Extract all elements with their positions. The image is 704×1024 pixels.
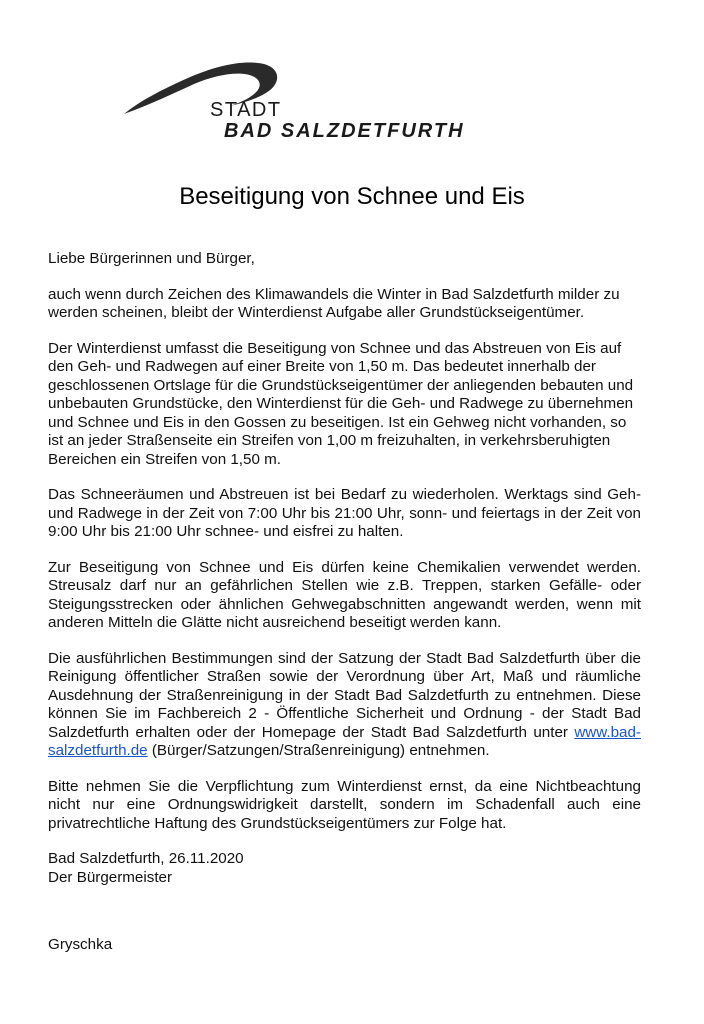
swoosh-logo-icon — [118, 56, 498, 116]
regulations-text-end: (Bürger/Satzungen/Straßenreinigung) entnehmen. — [147, 742, 490, 759]
logo-text-stadt: STADT — [210, 99, 282, 121]
regulations-text: Die ausführlichen Bestimmungen sind der Satzung der Stadt Bad Salzdetfurth über die Reinigung öffentlicher Straßen sowie der Verordnung über Art, Maß und räumliche Ausdehnung der Straßenreinigung in der Stadt Bad Salzdetfurth zu entnehmen. Diese können Sie im Fachbereich 2 - Öffentliche Sicherheit und Ordnung - der Stadt Bad Salzdetfurth erhalten oder der Homepage der Stadt Bad Salzdetfurth unter — [48, 649, 641, 741]
paragraph-times: Das Schneeräumen und Abstreuen ist bei Bedarf zu wiederholen. Werktags sind Geh- und Radwege in der Zeit von 7:00 Uhr bis 21:00 Uhr, sonn- und feiertags in der Zeit von 9:00 Uhr bis 21:00 Uhr schnee- und eisfrei zu halten. — [48, 486, 641, 540]
paragraph-liability: Bitte nehmen Sie die Verpflichtung zum Winterdienst ernst, da eine Nichtbeachtung nicht nur eine Ordnungswidrigkeit darstellt, sondern im Schadenfall auch eine privatrechtliche Haftung des Grundstückseigentümers zur Folge hat. — [48, 777, 641, 832]
paragraph-intro: auch wenn durch Zeichen des Klimawandels die Winter in Bad Salzdetfurth milder zu werden scheinen, bleibt der Winterdienst Aufgabe aller Grundstückseigentümer. — [48, 285, 620, 321]
place-date: Bad Salzdetfurth, 26.11.2020 — [48, 850, 244, 867]
signatory-role: Der Bürgermeister — [48, 868, 173, 886]
paragraph-winter-service: Der Winterdienst umfasst die Beseitigung von Schnee und das Abstreuen von Eis auf den Geh- und Radwegen auf einer Breite von 1,50 m. Das bedeutet innerhalb der geschlossenen Ortslage für die Grundstückseigentümer der anliegenden bebauten und unbebauten Grundstücke, den Winterdienst für die Geh- und Radwege zu übernehmen und Schnee und Eis in den Gossen zu beseitigen. Ist ein Gehweg nicht vorhanden, so ist an jeder Straßenseite ein Streifen von 1,00 m freizuhalten, in verkehrsberuhigten Bereichen ein Streifen von 1,50 m. — [48, 339, 634, 468]
document-body — [48, 250, 641, 955]
document-title: Beseitigung von Schnee und Eis — [179, 183, 525, 210]
paragraph-regulations — [48, 650, 641, 761]
city-logo — [118, 56, 498, 146]
signatory-name: Gryschka — [48, 936, 113, 953]
salutation: Liebe Bürgerinnen und Bürger, — [48, 250, 255, 267]
homepage-link[interactable]: www.bad-salzdetfurth.de — [48, 723, 641, 759]
logo-text-city-name: BAD SALZDETFURTH — [224, 120, 465, 142]
paragraph-chemicals: Zur Beseitigung von Schnee und Eis dürfen keine Chemikalien verwendet werden. Streusalz darf nur an gefährlichen Stellen wie z.B. Treppen, starken Gefälle- oder Steigungsstrecken oder ähnlichen Gehwegabschnitten angewandt werden, wenn mit anderen Mitteln die Glätte nicht ausreichend beseitigt werden kann. — [48, 558, 641, 631]
